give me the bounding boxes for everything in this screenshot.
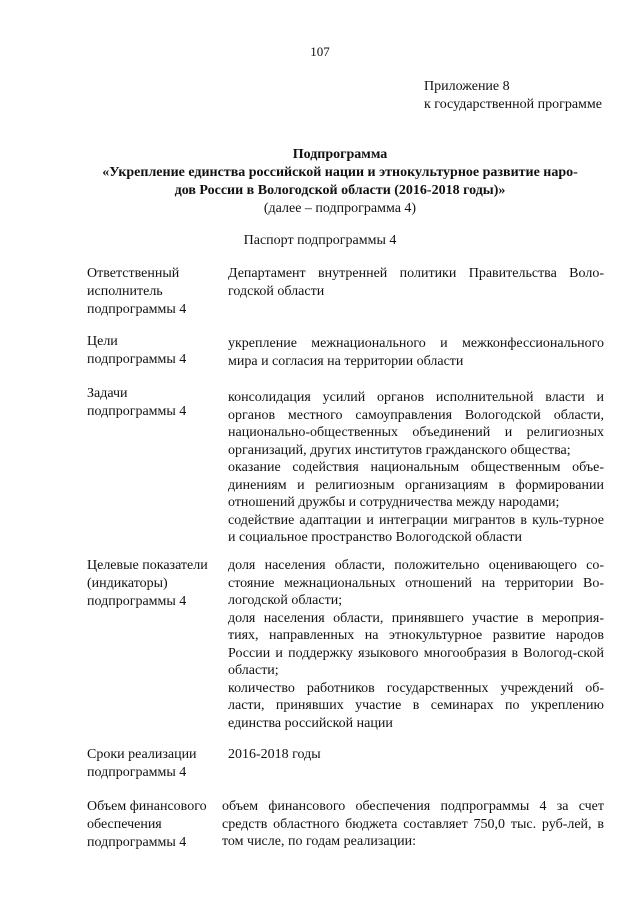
label-line: Ответственный — [87, 266, 180, 281]
row-label — [87, 746, 217, 782]
value-paragraph: оказание содействия национальным общественным объе-динениям и религиозным организациям в формировании отношений дружбы и сотрудничества между народами; — [228, 460, 604, 510]
label-line: подпрограммы 4 — [87, 404, 187, 419]
row-value — [228, 335, 604, 370]
row-label — [87, 385, 217, 421]
value-paragraph: доля населения области, принявшего участие в мероприя-тиях, направленных на этнокультурное развитие народов России и поддержку языкового многообразия в Вологод-ской области; — [228, 610, 604, 678]
title-line-2: «Укрепление единства российской нации и этнокультурное развитие наро- — [102, 165, 578, 180]
title-line-4: (далее – подпрограмма 4) — [263, 201, 417, 216]
label-line: (индикаторы) — [87, 576, 168, 591]
label-line: Объем финансового — [87, 799, 207, 814]
label-line: Целевые показатели — [87, 558, 208, 573]
value-paragraph: объем финансового обеспечения подпрограммы 4 за счет средств областного бюджета составляет 750,0 тыс. руб-лей, в том числе, по годам реализации: — [222, 799, 604, 849]
label-line: исполнитель — [87, 284, 163, 299]
label-line: Сроки реализации — [87, 747, 197, 762]
value-paragraph: Департамент внутренней политики Правительства Воло-годской области — [228, 266, 604, 299]
row-label — [87, 333, 217, 369]
passport-title: Паспорт подпрограммы 4 — [243, 233, 397, 248]
appendix-note — [424, 78, 602, 114]
row-value — [228, 746, 604, 764]
row-label — [87, 798, 217, 852]
label-line: подпрограммы 4 — [87, 302, 187, 317]
label-line: подпрограммы 4 — [87, 352, 187, 367]
appendix-line-1: Приложение 8 — [424, 79, 510, 94]
row-value — [228, 265, 604, 300]
label-line: подпрограммы 4 — [87, 594, 187, 609]
value-paragraph: консолидация усилий органов исполнительной власти и органов местного самоуправления Вологодской области, национально-общественных объединений и религиозных организаций, других институтов гражданского общества; — [228, 390, 604, 458]
label-line: Цели — [87, 334, 118, 349]
label-line: обеспечения — [87, 817, 162, 832]
value-paragraph: количество работников государственных учреждений об-ласти, принявших участие в семинарах по укреплению единства российской нации — [228, 680, 604, 731]
subprogram-title — [70, 146, 610, 218]
appendix-line-2: к государственной программе — [424, 97, 602, 112]
label-line: подпрограммы 4 — [87, 765, 187, 780]
page-number: 107 — [310, 44, 330, 59]
value-paragraph: укрепление межнационального и межконфессионального мира и согласия на территории области — [228, 336, 604, 369]
title-line-1: Подпрограмма — [292, 147, 388, 162]
label-line: подпрограммы 4 — [87, 835, 187, 850]
row-label — [87, 265, 217, 319]
value-paragraph: 2016-2018 годы — [228, 747, 321, 762]
title-line-3: дов России в Вологодской области (2016-2018 годы)» — [174, 183, 506, 198]
row-value — [228, 389, 604, 547]
row-value — [222, 798, 604, 851]
row-label — [87, 557, 217, 611]
value-paragraph: содействие адаптации и интеграции мигрантов в куль-турное и социальное пространство Вологодской области — [228, 512, 604, 545]
row-value — [228, 557, 604, 732]
label-line: Задачи — [87, 386, 128, 401]
value-paragraph: доля населения области, положительно оценивающего со-стояние межнациональных отношений на территории Во-логодской области; — [228, 558, 604, 608]
